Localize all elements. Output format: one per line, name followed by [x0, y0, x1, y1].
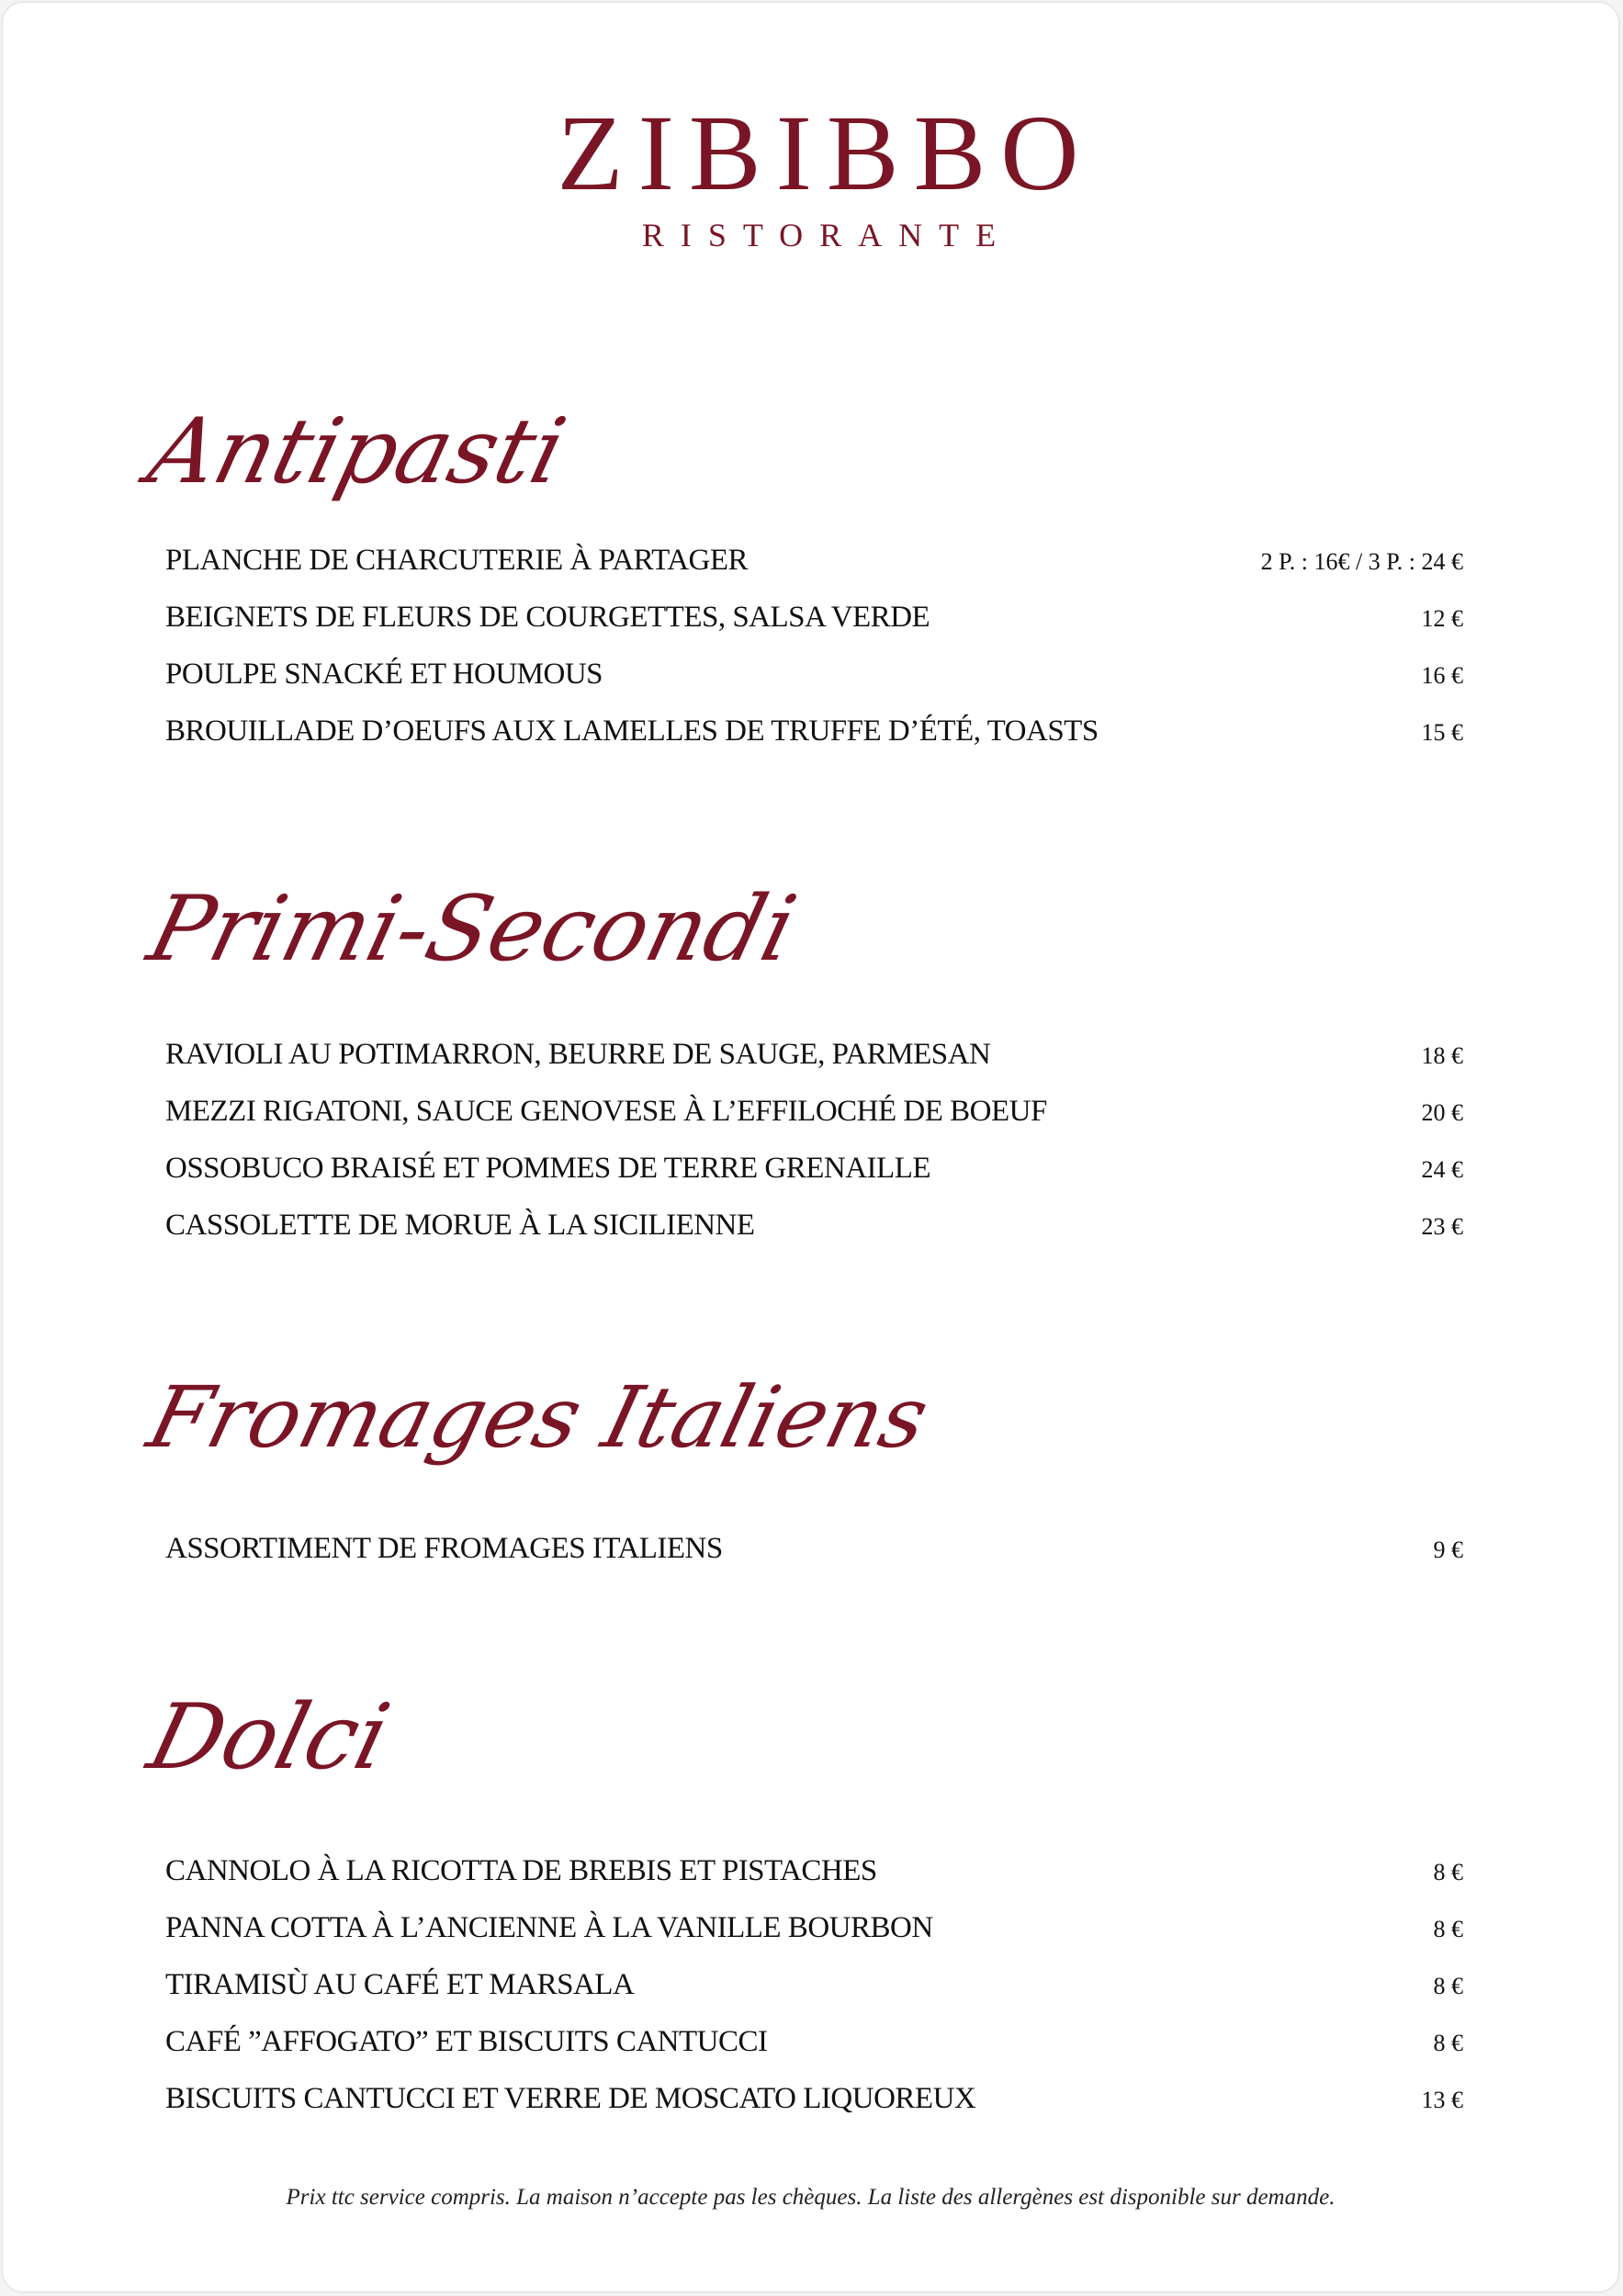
menu-item [165, 1911, 1463, 1968]
menu-item-name: RAVIOLI AU POTIMARRON, BEURRE DE SAUGE, PARMESAN [165, 1038, 991, 1071]
menu-item [165, 658, 1463, 715]
section-title-dolci: Dolci [139, 1685, 400, 1790]
menu-item [165, 1209, 1463, 1266]
menu-item-price: 24 € [1421, 1156, 1463, 1183]
menu-item [165, 2082, 1463, 2139]
section-title-fromages-italiens: Fromages Italiens [139, 1368, 938, 1467]
menu-item-price: 15 € [1421, 719, 1463, 746]
menu-item-price: 9 € [1433, 1536, 1463, 1563]
menu-item-price: 18 € [1421, 1042, 1463, 1069]
menu-item-name: OSSOBUCO BRAISÉ ET POMMES DE TERRE GRENAILLE [165, 1152, 931, 1185]
menu-page [3, 3, 1618, 2291]
menu-item [165, 1095, 1463, 1152]
menu-item-name: PANNA COTTA À L’ANCIENNE À LA VANILLE BOURBON [165, 1911, 933, 1944]
menu-item [165, 1968, 1463, 2025]
menu-item-name: PLANCHE DE CHARCUTERIE À PARTAGER [165, 544, 749, 577]
menu-item-price: 8 € [1433, 1973, 1463, 1999]
menu-item-price: 2 P. : 16€ / 3 P. : 24 € [1260, 548, 1463, 575]
menu-item-price: 16 € [1421, 662, 1463, 689]
menu-item [165, 1038, 1463, 1095]
menu-item [165, 544, 1463, 601]
menu-item-price: 8 € [1433, 2030, 1463, 2056]
menu-item-name: BROUILLADE D’OEUFS AUX LAMELLES DE TRUFFE D’ÉTÉ, TOASTS [165, 715, 1099, 748]
menu-item-name: MEZZI RIGATONI, SAUCE GENOVESE À L’EFFILOCHÉ DE BOEUF [165, 1095, 1047, 1128]
menu-list-dolci [165, 1854, 1463, 2139]
menu-item-name: TIRAMISÙ AU CAFÉ ET MARSALA [165, 1968, 635, 2001]
section-title-antipasti: Antipasti [139, 400, 576, 504]
menu-item [165, 601, 1463, 658]
menu-list-primi-secondi [165, 1038, 1463, 1266]
menu-item-price: 23 € [1421, 1213, 1463, 1240]
menu-item-name: CAFÉ ”AFFOGATO” ET BISCUITS CANTUCCI [165, 2025, 768, 2058]
menu-item-price: 12 € [1421, 605, 1463, 632]
menu-item-name: POULPE SNACKÉ ET HOUMOUS [165, 658, 603, 691]
menu-item-name: ASSORTIMENT DE FROMAGES ITALIENS [165, 1532, 723, 1565]
menu-item [165, 2025, 1463, 2082]
menu-list-fromages [165, 1532, 1463, 1589]
footer-note: Prix ttc service compris. La maison n’accepte pas les chèques. La liste des allergènes est disponible sur demande. [286, 2185, 1336, 2210]
restaurant-subtitle: RISTORANTE [641, 217, 1013, 253]
menu-item-name: BEIGNETS DE FLEURS DE COURGETTES, SALSA VERDE [165, 601, 930, 634]
menu-item-name: CASSOLETTE DE MORUE À LA SICILIENNE [165, 1209, 755, 1242]
menu-item-name: BISCUITS CANTUCCI ET VERRE DE MOSCATO LIQUOREUX [165, 2082, 976, 2115]
menu-item-price: 13 € [1421, 2087, 1463, 2113]
menu-item [165, 1854, 1463, 1911]
restaurant-name: ZIBIBBO [557, 93, 1094, 213]
menu-item-name: CANNOLO À LA RICOTTA DE BREBIS ET PISTACHES [165, 1854, 877, 1887]
menu-item-price: 8 € [1433, 1859, 1463, 1885]
menu-item [165, 715, 1463, 771]
menu-item [165, 1152, 1463, 1209]
section-title-primi-secondi: Primi-Secondi [139, 877, 806, 982]
menu-item-price: 8 € [1433, 1916, 1463, 1942]
menu-item-price: 20 € [1421, 1099, 1463, 1126]
menu-item [165, 1532, 1463, 1589]
menu-list-antipasti [165, 544, 1463, 771]
